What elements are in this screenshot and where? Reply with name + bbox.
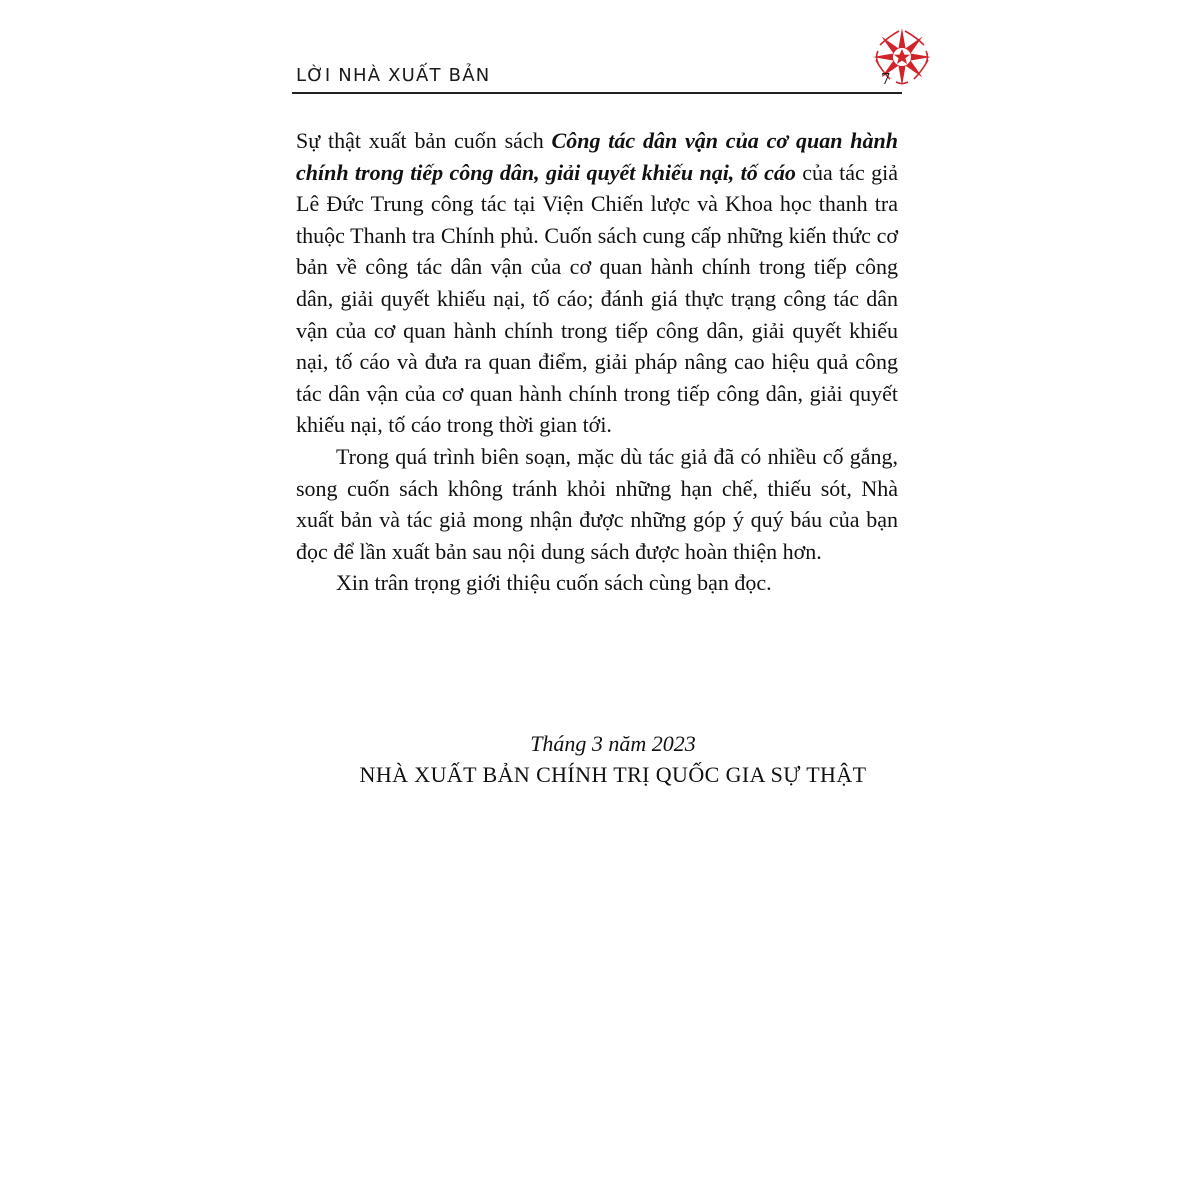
running-header — [292, 60, 902, 94]
paragraph-1-lead: Sự thật xuất bản cuốn sách — [296, 128, 552, 153]
paragraph-3: Xin trân trọng giới thiệu cuốn sách cùng bạn đọc. — [336, 570, 772, 596]
signature-date: Tháng 3 năm 2023 — [530, 731, 696, 756]
book-title: Công tác dân vận của cơ quan hành chính trong tiếp công dân, giải quyết khiếu nại, tố cáo — [296, 128, 898, 185]
signature-publisher: NHÀ XUẤT BẢN CHÍNH TRỊ QUỐC GIA SỰ THẬT — [359, 762, 867, 787]
header-rule — [292, 92, 902, 94]
signature-block — [296, 728, 930, 790]
paragraph-2: Trong quá trình biên soạn, mặc dù tác giả đã có nhiều cố gắng, song cuốn sách không tránh khỏi những hạn chế, thiếu sót, Nhà xuất bản và tác giả mong nhận được những góp ý quý báu của bạn đọc để lần xuất bản sau nội dung sách được hoàn thiện hơn. — [296, 443, 898, 564]
paragraph-1-rest: của tác giả Lê Đức Trung công tác tại Viện Chiến lược và Khoa học thanh tra thuộc Thanh tra Chính phủ. Cuốn sách cung cấp những kiến thức cơ bản về công tác dân vận của cơ quan hành chính trong tiếp công dân, giải quyết khiếu nại, tố cáo; đánh giá thực trạng công tác dân vận của cơ quan hành chính trong tiếp công dân, giải quyết khiếu nại, tố cáo và đưa ra quan điểm, giải pháp nâng cao hiệu quả công tác dân vận của cơ quan hành chính trong tiếp công dân, giải quyết khiếu nại, tố cáo trong thời gian tới. — [296, 159, 898, 438]
paragraph-1 — [296, 125, 898, 441]
page-number: 7 — [881, 70, 891, 88]
header-title: LỜI NHÀ XUẤT BẢN — [296, 65, 491, 86]
body-text — [296, 125, 898, 599]
